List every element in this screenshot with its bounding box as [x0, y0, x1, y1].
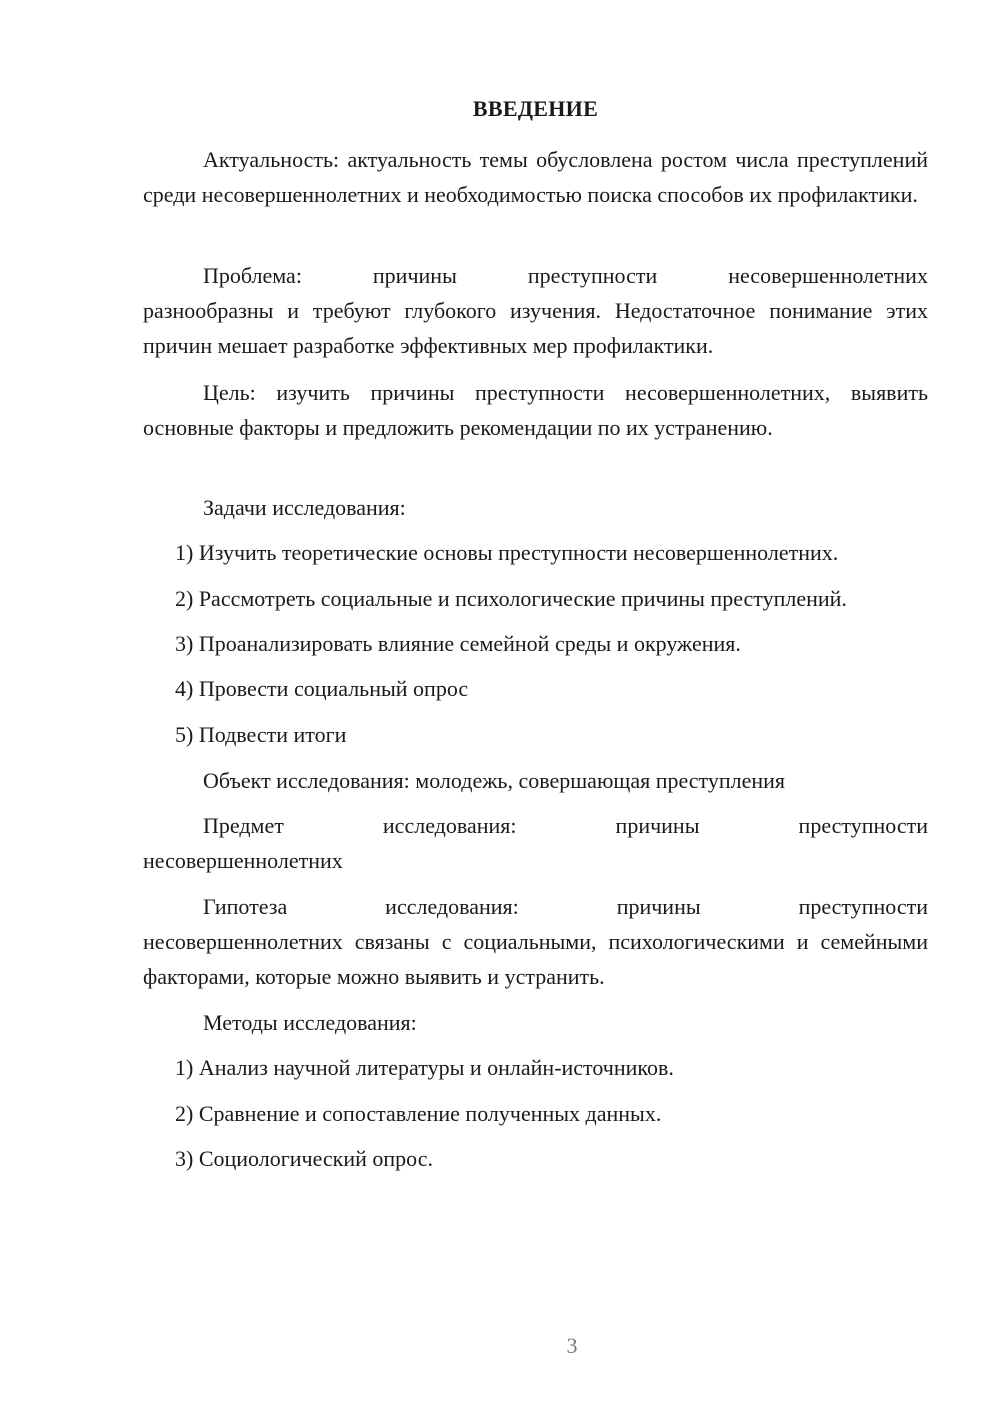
methods-heading: Методы исследования: [203, 1010, 417, 1035]
problem-word: несовершеннолетних [728, 263, 928, 288]
task-item: 2) Рассмотреть социальные и психологические причины преступлений. [175, 586, 847, 611]
problem-word: преступности [527, 263, 658, 288]
hypothesis-word: Гипотеза [203, 894, 288, 919]
problem-first-line [203, 258, 928, 293]
problem-word: причины [372, 263, 457, 288]
section-heading: ВВЕДЕНИЕ [472, 96, 599, 121]
tasks-heading: Задачи исследования: [203, 495, 406, 520]
subject-word: преступности [798, 813, 928, 838]
hypothesis-word: исследования: [385, 894, 519, 919]
subject-second-line: несовершеннолетних [143, 848, 343, 873]
task-item: 1) Изучить теоретические основы преступности несовершеннолетних. [175, 540, 839, 565]
object-line: Объект исследования: молодежь, совершающая преступления [203, 768, 786, 793]
subject-word: Предмет [203, 813, 284, 838]
subject-word: причины [615, 813, 700, 838]
hypothesis-word: преступности [798, 894, 928, 919]
subject-first-line [203, 808, 928, 843]
page-number: 3 [566, 1333, 578, 1358]
method-item: 3) Социологический опрос. [175, 1146, 433, 1171]
task-item: 3) Проанализировать влияние семейной среды и окружения. [175, 631, 741, 656]
subject-word: исследования: [382, 813, 517, 838]
task-item: 4) Провести социальный опрос [175, 676, 469, 701]
hypothesis-word: причины [616, 894, 701, 919]
problem-word: Проблема: [203, 263, 302, 288]
task-item: 5) Подвести итоги [175, 722, 347, 747]
problem-paragraph-rest: разнообразны и требуют глубокого изучения. Недостаточное понимание этих причин мешает разработке эффективных мер профилактики. [143, 298, 928, 358]
hypothesis-first-line [203, 889, 928, 924]
method-item: 1) Анализ научной литературы и онлайн-источников. [175, 1055, 674, 1080]
relevance-paragraph: Актуальность: актуальность темы обусловлена ростом числа преступлений среди несовершеннолетних и необходимостью поиска способов их профилактики. [143, 147, 928, 207]
goal-paragraph: Цель: изучить причины преступности несовершеннолетних, выявить основные факторы и предложить рекомендации по их устранению. [143, 380, 928, 440]
method-item: 2) Сравнение и сопоставление полученных данных. [175, 1101, 662, 1126]
hypothesis-paragraph-rest: несовершеннолетних связаны с социальными, психологическими и семейными факторами, которые можно выявить и устранить. [143, 929, 928, 989]
